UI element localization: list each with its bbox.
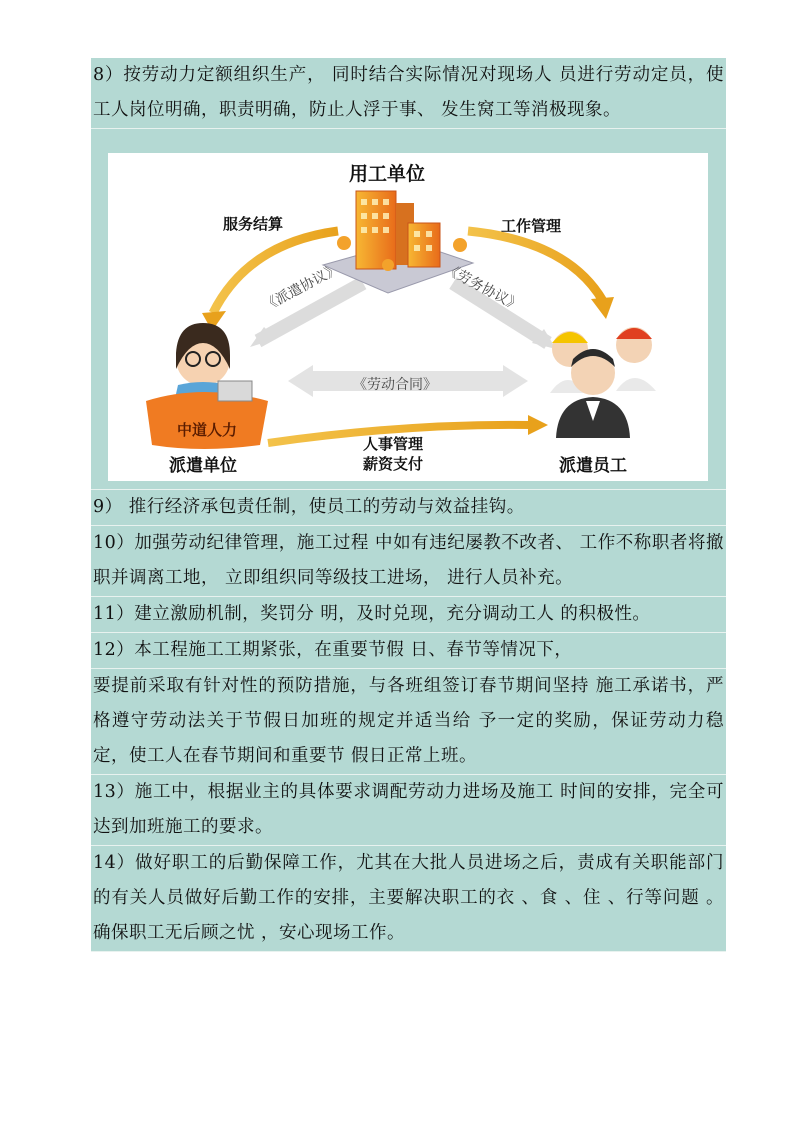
label-labor-contract: 《劳动合同》	[353, 377, 437, 393]
label-work-management: 工作管理	[501, 217, 562, 235]
paragraph-11: 11）建立激励机制，奖罚分 明，及时兑现，充分调动工人 的积极性。	[91, 597, 726, 633]
building-small	[408, 223, 440, 267]
label-dispatch-unit: 派遣单位	[169, 456, 237, 476]
label-hr-management: 人事管理	[363, 435, 424, 453]
bottom-arrowhead	[528, 415, 548, 435]
desk-logo: 中道人力	[177, 421, 238, 439]
middle-arrowhead-right	[503, 365, 528, 397]
paragraph-14: 14）做好职工的后勤保障工作，尤其在大批人员进场之后，责成有关职能部门的有关人员做好后勤工作的安排，主要解决职工的衣 、食 、住 、行等问题 。确保职工无后顾之忧 ，安心现场工作。	[91, 846, 726, 952]
label-salary-payment: 薪资支付	[363, 455, 424, 473]
paragraph-12: 12）本工程施工工期紧张，在重要节假 日、春节等情况下，	[91, 633, 726, 669]
paragraph-10: 10）加强劳动纪律管理，施工过程 中如有违纪屡教不改者、 工作不称职者将撤职并调离工地， 立即组织同等级技工进场， 进行人员补充。	[91, 526, 726, 597]
document-page	[91, 58, 726, 952]
figure-container	[91, 129, 726, 490]
label-dispatched-employee: 派遣员工	[559, 456, 627, 476]
middle-arrowhead-left	[288, 365, 313, 397]
paragraph-9: 9） 推行经济承包责任制，使员工的劳动与效益挂钩。	[91, 490, 726, 526]
label-labor-service-agreement: 《劳务协议》	[441, 261, 524, 315]
paragraph-12-continued: 要提前采取有针对性的预防措施，与各班组签订春节期间坚持 施工承诺书，严格遵守劳动法关于节假日加班的规定并适当给 予一定的奖励，保证劳动力稳定，使工人在春节期间和重要节 假日正常上班。	[91, 669, 726, 775]
paragraph-13: 13）施工中，根据业主的具体要求调配劳动力进场及施工 时间的安排，完全可达到加班施工的要求。	[91, 775, 726, 846]
label-dispatch-agreement: 《派遣协议》	[260, 261, 343, 315]
right-curve-arrowhead	[591, 297, 614, 319]
paragraph-8: 8）按劳动力定额组织生产， 同时结合实际情况对现场人 员进行劳动定员，使工人岗位明确，职责明确，防止人浮于事、 发生窝工等消极现象。	[91, 58, 726, 129]
label-service-settlement: 服务结算	[223, 215, 284, 233]
label-employer: 用工单位	[349, 163, 426, 185]
